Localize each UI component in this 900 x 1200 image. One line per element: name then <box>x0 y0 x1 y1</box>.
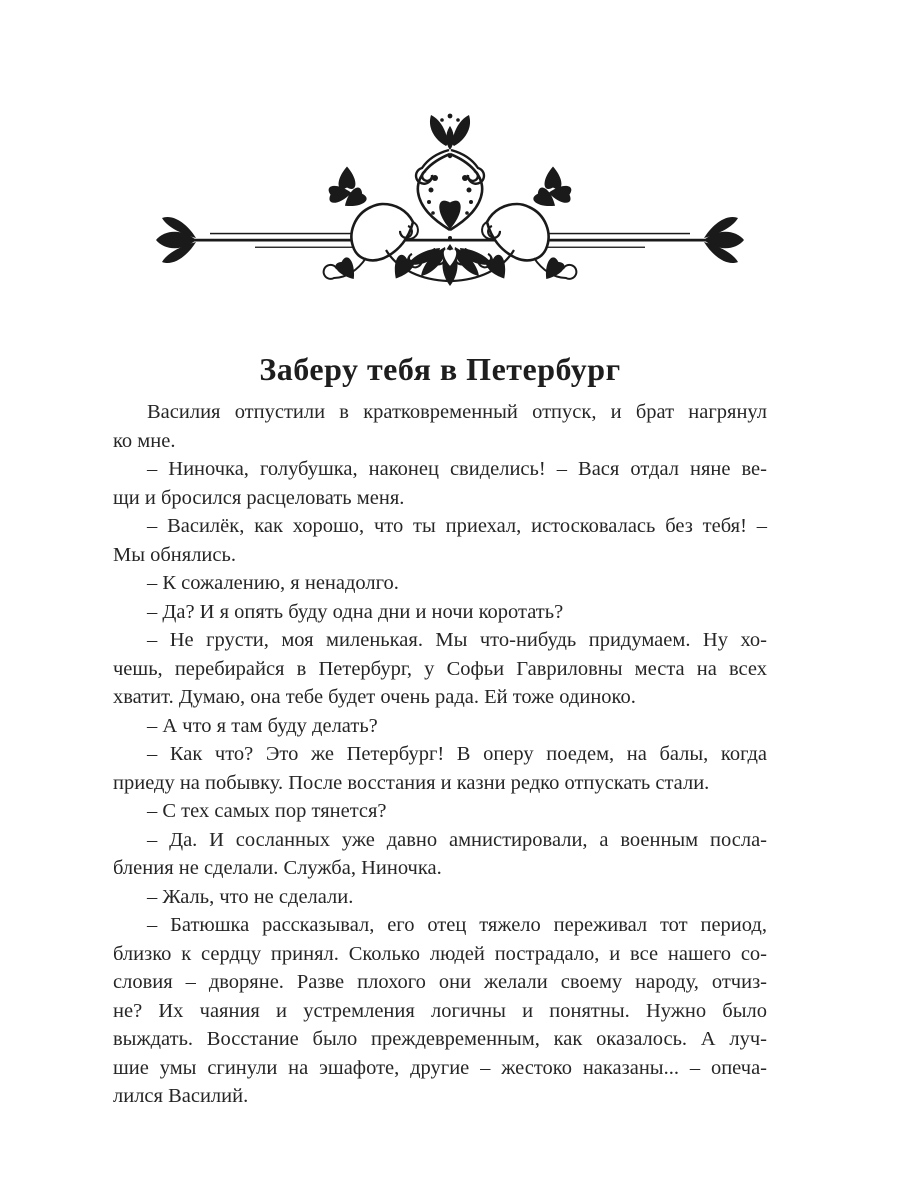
text-line: выждать. Восстание было преждевременным, как оказалось. А луч- <box>113 1028 767 1050</box>
text-line: – А что я там буду делать? <box>147 714 378 737</box>
text-line: – К сожалению, я ненадолго. <box>147 572 399 594</box>
floral-divider-ornament <box>150 110 750 292</box>
paragraph <box>113 512 767 569</box>
text-line: Василия отпустили в кратковременный отпуск, и брат нагрянул <box>147 401 767 423</box>
text-line: словия – дворяне. Разве плохого они желали своему народу, отчиз- <box>113 971 767 993</box>
text-line: не? Их чаяния и устремления логичны и понятны. Нужно было <box>113 999 767 1022</box>
paragraph <box>113 712 767 741</box>
text-line: – Жаль, что не сделали. <box>147 885 354 908</box>
paragraph <box>113 398 767 455</box>
text-line: лился Василий. <box>113 1085 249 1107</box>
paragraph <box>113 626 767 712</box>
text-line: приеду на побывку. После восстания и казни редко отпускать стали. <box>113 771 710 794</box>
text-line: шие умы сгинули на эшафоте, другие – жестоко наказаны... – опеча- <box>113 1056 767 1079</box>
paragraph <box>113 797 767 826</box>
text-line: ко мне. <box>113 429 176 452</box>
text-line: – Да. И сосланных уже давно амнистировали, а военным посла- <box>147 828 767 851</box>
text-line: – Ниночка, голубушка, наконец свиделись! – Вася отдал няне ве- <box>147 458 767 480</box>
text-line: близко к сердцу принял. Сколько людей пострадало, и все нашего со- <box>113 942 767 965</box>
text-line: бления не сделали. Служба, Ниночка. <box>113 857 442 879</box>
text-line: – Не грусти, моя миленькая. Мы что-нибудь придумаем. Ну хо- <box>147 629 767 651</box>
text-line: – Батюшка рассказывал, его отец тяжело переживал тот период, <box>147 914 767 936</box>
paragraph <box>113 883 767 912</box>
text-line: Мы обнялись. <box>113 543 236 566</box>
text-line: хватит. Думаю, она тебе будет очень рада. Ей тоже одиноко. <box>113 686 636 708</box>
paragraph <box>113 455 767 512</box>
text-block <box>113 398 767 1111</box>
text-line: – С тех самых пор тянется? <box>147 800 387 822</box>
paragraph <box>113 598 767 627</box>
text-line: – Василёк, как хорошо, что ты приехал, истосковалась без тебя! – <box>147 515 767 537</box>
paragraph <box>113 826 767 883</box>
text-line: – Как что? Это же Петербург! В оперу поедем, на балы, когда <box>147 743 767 765</box>
text-line: чешь, перебирайся в Петербург, у Софьи Гавриловны места на всех <box>113 657 767 680</box>
text-line: щи и бросился расцеловать меня. <box>113 486 405 509</box>
text-line: – Да? И я опять буду одна дни и ночи коротать? <box>147 600 564 623</box>
paragraph <box>113 911 767 1111</box>
paragraph <box>113 569 767 598</box>
paragraph <box>113 740 767 797</box>
chapter-title: Заберу тебя в Петербург <box>259 351 621 388</box>
